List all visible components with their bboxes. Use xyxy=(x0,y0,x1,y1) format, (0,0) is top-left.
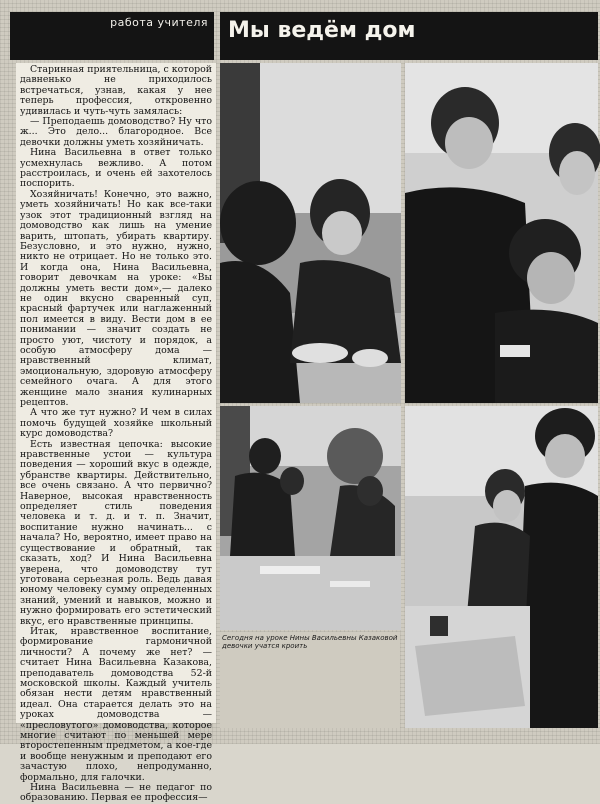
rubric-label: работа учителя xyxy=(110,16,208,29)
photo-girls-at-table xyxy=(220,63,401,403)
article-paragraph: Нина Васильевна — не педагог по образованию. Первая ее профессия— xyxy=(20,782,212,804)
article-title: Мы ведём дом xyxy=(228,18,416,43)
photo-caption: Сегодня на уроке Нины Васильевны Казаковой девочки учатся кроить xyxy=(222,634,398,650)
article-paragraph: Итак, нравственное воспитание, формирование гармоничной личности? А почему же нет? — считает Нина Васильевна Казакова, преподаватель домоводства 52-й московской школы. Каждый учитель обязан нести детям нравственный идеал. Она старается делать это на уроках домоводства — «пресловутого» домоводства, которое многие считают по меньшей мере второстепенным предметом, а кое-где и вообще ненужным и преподают его зачастую плохо, непродуманно, формально, для галочки. xyxy=(20,625,212,783)
photo-classroom xyxy=(220,406,401,630)
photo-teacher-and-student xyxy=(405,63,598,403)
article-text-column xyxy=(16,63,216,804)
photo-fabric-cutting xyxy=(405,406,598,728)
title-header xyxy=(220,12,598,60)
article-paragraph: Нина Васильевна в ответ только усмехнулась вежливо. А потом расстроилась, и очень ей захотелось поспорить. xyxy=(20,147,212,190)
article-paragraph: Старинная приятельница, с которой давненько не приходилось встречаться, узнав, какая у нее теперь профессия, откровенно удивилась и чуть-чуть замялась: xyxy=(20,64,212,117)
rubric-header xyxy=(10,12,214,60)
article-paragraph: Есть известная цепочка: высокие нравственные устои — культура поведения — хороший вкус в одежде, убранстве квартиры. Действительно, все очень связано. А что первично? Наверное, высокая нравственность определяет стиль поведения человека и т. д. и т. п. Значит, воспитание нужно начинать... с начала? Но, вероятно, имеет право на существование и обратный, так сказать, ход? И Нина Васильевна уверена, что домоводству тут уготована серьезная роль. Ведь давая юному человеку сумму определенных знаний, умений и навыков, можно и нужно формировать его эстетический вкус, его нравственные принципы. xyxy=(20,438,212,627)
article-paragraph: Хозяйничать! Конечно, это важно, уметь хозяйничать! Но как все-таки узок этот традиционный взгляд на домоводство как лишь на умение варить, штопать, убирать квартиру. Безусловно, и это нужно, нужно, никто не отрицает. Но не только это. И когда она, Нина Васильевна, говорит девочкам на уроке: «Вы должны уметь вести дом»,— далеко не один вкусно сваренный суп, красный фартучек или наглаженный пол имеется в виду. Вести дом в ее понимании — значит создать не просто уют, чистоту и порядок, а особую атмосферу дома — нравственный климат, эмоциональную, здоровую атмосферу семейного очага. А для этого женщине мало знания кулинарных рецептов. xyxy=(20,188,212,408)
article-paragraph: — Преподаешь домоводство? Ну что ж... Это дело... благородное. Все девочки должны уметь хозяйничать. xyxy=(20,116,212,148)
article-paragraph: А что же тут нужно? И чем в силах помочь будущей хозяйке школьный курс домоводства? xyxy=(20,407,212,440)
caption-area xyxy=(220,632,400,728)
